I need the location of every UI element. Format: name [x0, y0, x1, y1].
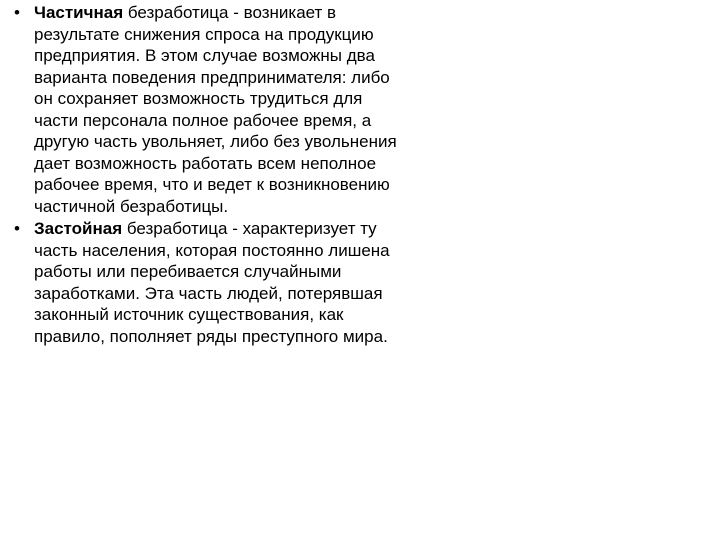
bullet-icon: • [14, 219, 20, 238]
bullet-icon: • [14, 3, 20, 22]
definition-stagnant: безработица - характеризует ту часть населения, которая постоянно лишена работы или перебивается случайными заработками. Эта часть людей, потерявшая законный источник существования, как правило, пополняет ряды преступного мира. [34, 219, 390, 346]
term-partial: Частичная [34, 3, 124, 22]
term-stagnant: Застойная [34, 219, 123, 238]
bullet-item-stagnant-unemployment [8, 218, 400, 347]
bullet-item-partial-unemployment [8, 2, 400, 217]
definition-partial: безработица - возникает в результате снижения спроса на продукцию предприятия. В этом случае возможны два варианта поведения предпринимателя: либо он сохраняет возможность трудиться для части персонала полное рабочее время, а другую часть увольняет, либо без увольнения дает возможность работать всем неполное рабочее время, что и ведет к возникновению частичной безработицы. [34, 3, 397, 216]
bullet-list [8, 2, 400, 347]
